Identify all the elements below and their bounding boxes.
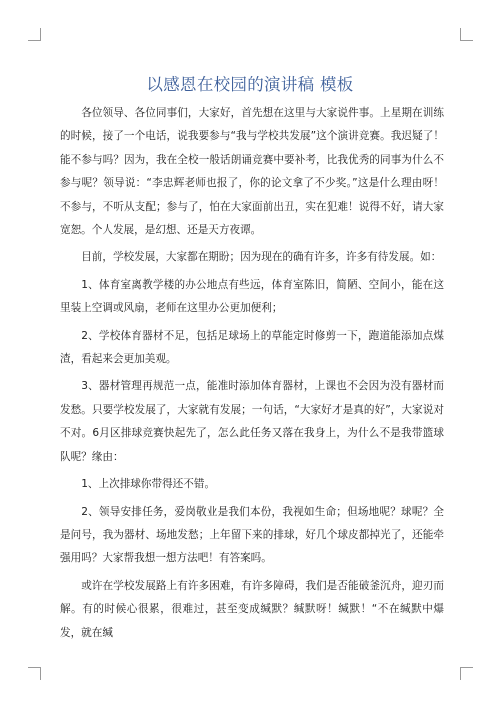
paragraph-5: 3、器材管理再规范一点，能准时添加体育器材，上课也不会因为没有器材而发愁。只要学校发展了，大家就有发展；一句话，“大家好才是真的好”，大家说对不对。6月区排球竞赛快起先了，怎么此任务又落在我身上，为什么不是我带篮球队呢？缘由： <box>60 380 444 463</box>
paragraph-2: 目前，学校发展，大家都在期盼；因为现在的确有许多，许多有待发展。如： <box>81 251 442 264</box>
crop-mark-top-right <box>460 28 473 41</box>
crop-mark-bottom-right <box>460 667 473 680</box>
crop-mark-bottom-left <box>28 667 41 680</box>
paragraph-8: 或许在学校发展路上有许多困难，有许多障碍，我们是否能破釜沉舟，迎刃而解。有的时候心很累，很难过，甚至变成缄默？缄默呀！缄默！“不在缄默中爆发，就在缄 <box>60 579 444 639</box>
paragraph-4: 2、学校体育器材不足，包括足球场上的草能定时修剪一下，跑道能添加点煤渣，看起来会更加美观。 <box>60 329 444 366</box>
paragraph-1: 各位领导、各位同事们，大家好，首先想在这里与大家说件事。上星期在训练的时候，接了一个电话，说我要参与“我与学校共发展”这个演讲竞赛。我迟疑了！能不参与吗？因为，我在全校一般话朗诵竞赛中要补考，比我优秀的同事为什么不参与呢？领导说：“李忠辉老师也报了，你的论文拿了不少奖。”这是什么理由呀！不参与，不听从支配；参与了，怕在大家面前出丑，实在犯难！说得不好，请大家宽恕。个人发展，是幻想、还是天方夜谭。 <box>60 107 444 237</box>
document-body <box>60 102 444 649</box>
crop-mark-top-left <box>28 28 41 41</box>
paragraph-6: 1、上次排球你带得还不错。 <box>81 478 216 491</box>
document-title: 以感恩在校园的演讲稿 模板 <box>146 75 354 95</box>
paragraph-3: 1、体育室离教学楼的办公地点有些远，体育室陈旧，简陋、空间小，能在这里装上空调或风扇，老师在这里办公更加便利； <box>60 278 444 315</box>
paragraph-7: 2、领导安排任务，爱岗敬业是我们本份，我视如生命；但场地呢？球呢？全是问号，我为器材、场地发愁；上年留下来的排球，好几个球皮都掉光了，还能牵强用吗？大家帮我想一想方法吧！有答案吗。 <box>60 505 444 565</box>
